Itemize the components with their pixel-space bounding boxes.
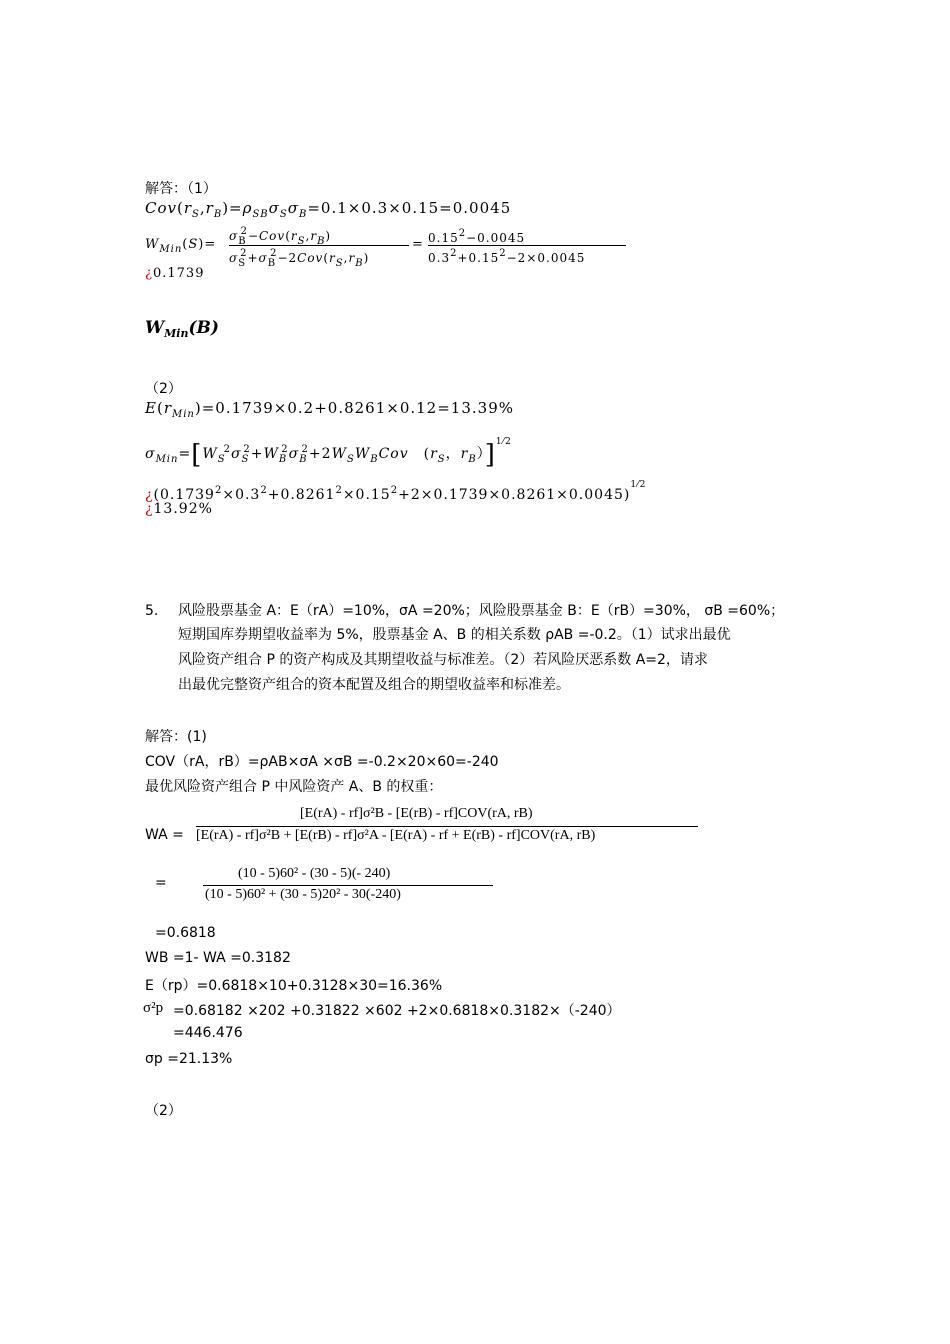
expected-return-formula: $E(r_{Min})=0.1739\times 0.2+0.8261\times 0.12=13.39\%$ <box>145 399 514 420</box>
weights-intro: 最优风险资产组合 P 中风险资产 A、B 的权重： <box>145 779 443 795</box>
fraction-bar-2 <box>428 245 626 246</box>
wa-result: =0.6818 <box>155 925 216 941</box>
cov-value: 0.0045 <box>452 199 512 217</box>
w-min-s-result: ¿0.1739 <box>145 266 205 281</box>
question-line-3: 风险资产组合 P 的资产构成及其期望收益与标准差。（2）若风险厌恶系数 A=2，请求 <box>178 652 708 668</box>
numeric-denominator: (10 - 5)60² + (30 - 5)20² - 30(-240) <box>205 887 401 902</box>
question-line-1: 风险股票基金 A：E（rA）=10%，σA =20%；风险股票基金 B：E（rB）=30%， σB =60%； <box>178 603 785 619</box>
variance-line: =0.68182 ×202 +0.31822 ×602 +2×0.6818×0.3182×（-240） <box>173 1003 621 1019</box>
sd-line: σp =21.13% <box>145 1051 233 1067</box>
w-min-s-numerator: $\sigma_B^2-Cov(r_S,r_B)$ <box>229 226 332 247</box>
equals-sign-2: = <box>155 875 167 891</box>
fraction-bar-1 <box>229 245 409 246</box>
cov-formula: $Cov(r_S,r_B)=\rho_{SB}\sigma_S\sigma_B=0.1\times 0.3\times 0.15=0.0045$ <box>145 199 512 220</box>
wb-line: WB =1- WA =0.3182 <box>145 950 291 966</box>
w-min-s-num-value: $0.15^2-0.0045$ <box>428 228 526 245</box>
equals-sign: = <box>412 237 424 252</box>
sigma-result: ¿13.92% <box>145 501 213 517</box>
question-number: 5. <box>145 603 159 619</box>
numeric-numerator: (10 - 5)60² - (30 - 5)(- 240) <box>238 866 391 881</box>
sigma-formula: $\sigma_{Min}=[W_S^2\sigma_S^2+W_B^2\sigma_B^2+2W_SW_BCov$ ($r_S$，$r_B)]^{1⁄2}$ <box>145 437 512 470</box>
w-min-s-den-value: $0.3^2+0.15^2-2\times 0.0045$ <box>428 248 586 265</box>
w-min-b-label: $W_{Min}(B)$ <box>145 318 219 340</box>
answer-heading-5: 解答：(1) <box>145 729 207 745</box>
part2-heading-5: （2） <box>145 1103 182 1119</box>
cov-ab-line: COV（rA，rB）=ρAB×σA ×σB =-0.2×20×60=-240 <box>145 754 499 770</box>
wa-fraction-bar <box>196 826 698 827</box>
sigma-calculation: ¿$(0.1739^2\times 0.3^2+0.8261^2\times 0.15^2+2\times 0.1739\times 0.8261\times 0.0045)^{1⁄2}$ <box>145 480 647 503</box>
variance-label: σ²p <box>143 1000 164 1016</box>
wa-label: WA = <box>145 827 184 843</box>
part2-heading: （2） <box>145 381 182 397</box>
wa-denominator: [E(rA) - rf]σ²B + [E(rB) - rf]σ²A - [E(rA) - rf + E(rB) - rf]COV(rA, rB) <box>196 828 596 843</box>
variance-result: =446.476 <box>173 1025 243 1041</box>
answer-heading-1: 解答：（1） <box>145 181 217 197</box>
question-line-4: 出最优完整资产组合的资本配置及组合的期望收益率和标准差。 <box>178 677 570 693</box>
w-min-s-label: $W_{Min}(S)=$ <box>145 237 217 255</box>
wa-numerator: [E(rA) - rf]σ²B - [E(rB) - rf]COV(rA, rB) <box>300 806 533 821</box>
question-line-2: 短期国库券期望收益率为 5%，股票基金 A、B 的相关系数 ρAB =-0.2。（1）试求出最优 <box>178 627 731 643</box>
erp-line: E（rp）=0.6818×10+0.3128×30=16.36% <box>145 978 443 994</box>
numeric-fraction-bar <box>203 885 493 886</box>
w-min-s-denominator: $\sigma_S^2+\sigma_B^2-2Cov(r_S,r_B)$ <box>229 248 370 269</box>
